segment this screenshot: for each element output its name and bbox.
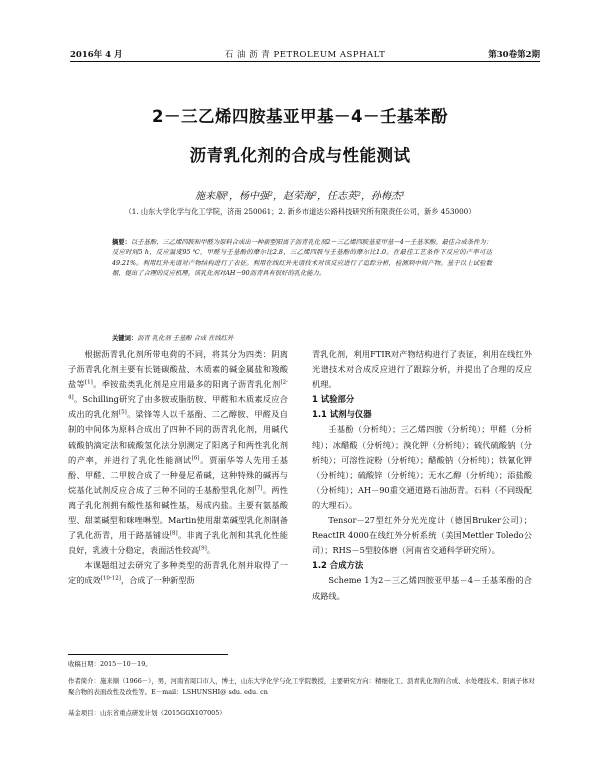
paragraph-intro: 根据沥青乳化剂所带电荷的不同，将其分为四类：阴离子沥青乳化剂主要有长链碳酸盐、木质素的碱金属盐和羧酸盐等[1]。季铵盐类乳化剂是应用最多的阳离子沥青乳化剂[2-4]。Schilling研究了由多胺或脂肪胺、甲醛和木质素反应合成出的乳化剂[5]。梁锋等人以千基酚、二乙醇胺、甲醛及自制的中间体为原料合成出了四种不同的沥青乳化剂，用碱代硫酸钠滴定法和硫酸氢化法分别测定了阳离子和两性乳化剂的产率，并进行了乳化性能测试[6]。贾丽华等人先用壬基酚、甲醛、二甲胺合成了一种曼尼希碱，这种特殊的碱再与烷基化试剂反应合成了三种不同的壬基酚型乳化剂[7]。两性离子乳化剂拥有酸性基和碱性基，易成内盐。主要有氨基酸型、甜菜碱型和咪唑啉型。Martin使用甜菜碱型乳化剂制备了乳化沥青，用于路基铺设[8]。非离子乳化剂和其乳化性能良好，乳液十分稳定，表面活性较高[9]。	[68, 349, 288, 556]
section-heading-experimental: 1 试验部分	[312, 394, 355, 405]
subsection-heading-reagents: 1.1 试剂与仪器	[312, 409, 372, 420]
footnote-author: 作者简介：施来顺（1966－），男，河南省周口市人，博士，山东大学化学与化工学院教授，主要研究方向：精细化工、沥青乳化剂的合成、水处理技术、阳离子体对聚合物的表面改性及改性等。E－mail：LSHUNSHI@ sdu. edu. cn	[68, 677, 535, 696]
subsection-heading-synthesis: 1.2 合成方法	[312, 560, 364, 571]
affiliation: （1. 山东大学化学与化工学院，济南 250061；2. 新乡市道达公路科技研究所有限责任公司，新乡 453000）	[124, 207, 476, 216]
volume-issue: 第30卷第2期	[488, 50, 540, 60]
running-header	[70, 44, 540, 62]
paper-title-line-1: 2－三乙烯四胺基亚甲基－4－壬基苯酚	[152, 107, 448, 126]
journal-name: 石 油 沥 青 PETROLEUM ASPHALT	[224, 50, 386, 60]
header-date: 2016年 4 月	[70, 50, 123, 60]
footnote-received: 收稿日期：2015－10－19。	[68, 660, 152, 668]
paragraph-synthesis: Scheme 1为2－三乙烯四胺亚甲基－4－壬基苯酚的合成路线。	[312, 575, 532, 601]
abstract-label: 摘要：	[112, 239, 131, 246]
footnote-fund: 基金项目：山东省重点研发计划（2015GGX107005）	[68, 709, 226, 717]
paragraph-instruments: Tensor－27型红外分光光度计（德国Bruker公司）；ReactIR 4000在线红外分析系统（美国Mettler Toledo公司）；RHS－5型胶体磨（河南省交通科学研究所）。	[312, 515, 532, 556]
citation: [2-4]	[68, 379, 288, 401]
keywords-label: 关键词：	[112, 335, 138, 342]
footnote-divider	[68, 654, 228, 655]
citation: [8]	[169, 530, 178, 537]
body-column-left	[68, 347, 288, 589]
citation: [9]	[199, 545, 207, 552]
author-list: 施来顺¹，杨中强²，赵荣海²，任志英²，孙梅杰¹	[194, 191, 406, 202]
citation: [6]	[191, 454, 200, 461]
citation: [7]	[254, 485, 263, 492]
citation: [5]	[118, 409, 127, 416]
keywords-text: 沥青 乳化剂 壬基酚 合成 在线红外	[137, 335, 234, 342]
abstract	[112, 238, 492, 280]
paper-title-line-2: 沥青乳化剂的合成与性能测试	[189, 146, 411, 165]
keywords	[112, 333, 492, 342]
paragraph-continued: 青乳化剂，利用FTIR对产物结构进行了表征，利用在线红外光谱技术对合成反应进行了跟踪分析，并提出了合理的反应机理。	[312, 349, 532, 390]
citation: [1]	[85, 379, 93, 386]
paragraph-prior-work: 本课题组过去研究了多种类型的沥青乳化剂并取得了一定的成效[10-12]，合成了一种新型沥	[68, 560, 288, 586]
paragraph-reagents: 壬基酚（分析纯）；三乙烯四胺（分析纯）；甲醛（分析纯）；冰醋酸（分析纯）；溴化钾（分析纯）；硫代硫酸钠（分析纯）；可溶性淀粉（分析纯）；醋酸钠（分析纯）；铁氰化钾（分析纯）；硫酸锌（分析纯）；无水乙醇（分析纯）；添盐酸（分析纯）；AH－90重交通道路石油沥青。石料（不同级配的大理石）。	[312, 424, 532, 510]
abstract-text: 以壬基酚、三乙烯四胺和甲醛为原料合成出一种新型阳离子沥青乳化剂2－三乙烯四胺基亚甲基－4－壬基苯酚。最佳合成条件为：反应时间5 h，反应温度95 ℃，甲醛与壬基酚的摩尔比2.8，三乙烯四胺与壬基酚的摩尔比1.0。在最佳工艺条件下反应的产率可达49.21%。利用红外光谱对产物结构进行了表征。利用在线红外光谱技术对该反应进行了追踪分析，检测到中间产物。基于以上试验数据，提出了合理的反应机理。该乳化剂对AH－90沥青具有很好的乳化能力。	[112, 239, 493, 278]
citation: [10-12]	[100, 575, 121, 582]
body-column-right	[312, 347, 532, 604]
